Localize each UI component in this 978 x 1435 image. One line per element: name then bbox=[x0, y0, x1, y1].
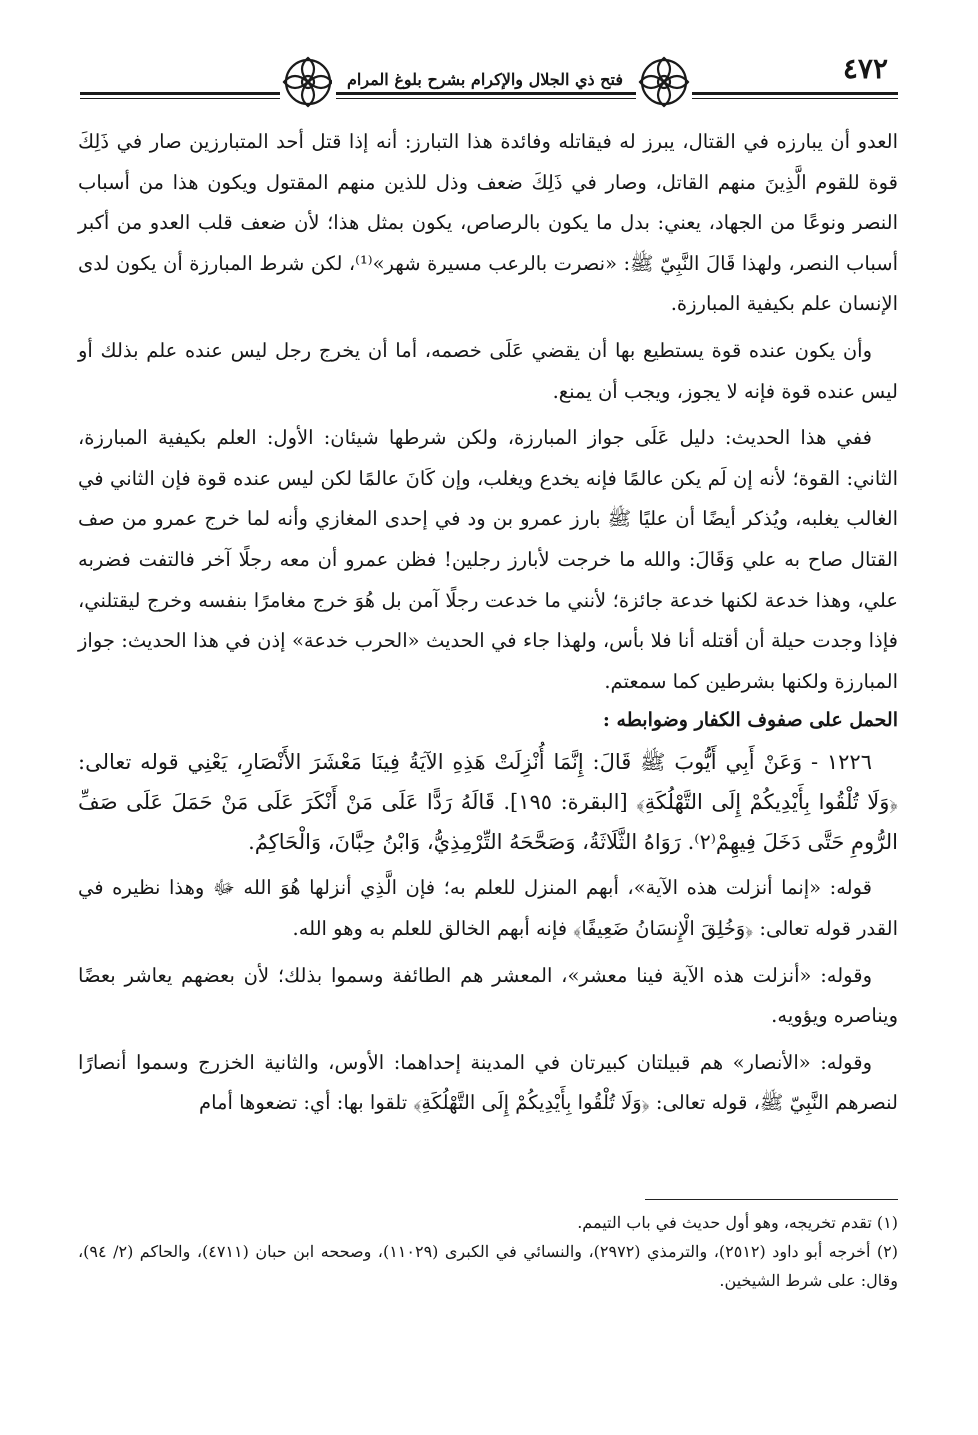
section-heading: الحمل على صفوف الكفار وضوابطه : bbox=[602, 709, 898, 732]
ornament-icon bbox=[280, 54, 336, 110]
paragraph: وقوله: «أنزلت هذه الآية فينا معشر»، المعشر هم الطائفة وسموا بذلك؛ لأن بعضهم يعاشر بعضًا ويناصره ويؤويه. bbox=[78, 963, 898, 1028]
footnotes bbox=[78, 1208, 898, 1295]
page-body bbox=[78, 122, 898, 1124]
hadith-text: ١٢٢٦ - وَعَنْ أَبِي أَيُّوبَ ﷺ قَالَ: إِنَّمَا أُنْزِلَتْ هَذِهِ الآيَةُ فِينَا مَعْشَرَ الأَنْصَارِ، يَعْنِي قوله تعالى: ﴿وَلَا تُلْقُوا بِأَيْدِيكُمْ إِلَى التَّهْلُكَةِ﴾ [البقرة: ١٩٥]. قَالَهُ رَدًّا عَلَى مَنْ أَنْكَرَ عَلَى مَنْ حَمَلَ عَلَى صَفِّ الرُّومِ حَتَّى دَخَلَ فِيهِمْ⁽٢⁾. رَوَاهُ الثَّلَاثَةُ، وَصَحَّحَهُ التِّرْمِذِيُّ، وَابْنُ حِبَّانَ، وَالْحَاكِمُ. bbox=[78, 750, 898, 855]
header-rule-thin bbox=[80, 98, 898, 99]
paragraph: وأن يكون عنده قوة يستطيع بها أن يقضي عَلَى خصمه، أما أن يخرج رجل ليس عنده علم بذلك أو ليس عنده قوة فإنه لا يجوز، ويجب أن يمنع. bbox=[78, 338, 898, 403]
paragraph: وقوله: «الأنصار» هم قبيلتان كبيرتان في المدينة إحداهما: الأوس، والثانية الخزرج وسموا أنصارًا لنصرهم النَّبِيّ ﷺ، قوله تعالى: ﴿وَلَا تُلْقُوا بِأَيْدِيكُمْ إِلَى التَّهْلُكَةِ﴾ تلقوا بها: أي: تضعوها أمام bbox=[78, 1050, 898, 1115]
footnote-separator bbox=[645, 1199, 898, 1200]
page-number: ٤٧٢ bbox=[837, 52, 894, 85]
paragraph: ففي هذا الحديث: دليل عَلَى جواز المبارزة، ولكن شرطها شيئان: الأول: العلم بكيفية المبارزة، الثاني: القوة؛ لأنه إن لَم يكن عالمًا فإنه يخدع ويغلب، وإن كَانَ عالمًا لكن ليس عنده قوة فإن الثاني في الغالب يغلبه، ويُذكر أيضًا أن عليًا ﷺ بارز عمرو بن ود في إحدى المغازي وأنه لما خرج عمرو من صف القتال صاح به علي وَقَالَ: والله ما خرجت لأبارز رجلين! فظن عمرو أن معه رجلًا آخر فالتفت فضربه علي، وهذا خدعة لكنها خدعة جائزة؛ لأنني ما خدعت رجلًا آمن بل هُوَ خرج مغامرًا بنفسه وخرج ليقتلني، فإذا وجدت حيلة أن أقتله أنا فلا بأس، ولهذا جاء في الحديث «الحرب خدعة» إذن في هذا الحديث: جواز المبارزة ولكنها بشرطين كما سمعتم. bbox=[78, 426, 898, 693]
header-rule bbox=[80, 92, 898, 95]
ornament-icon bbox=[636, 54, 692, 110]
running-title: فتح ذي الجلال والإكرام بشرح بلوغ المرام bbox=[332, 70, 638, 89]
paragraph: العدو أن يبارزه في القتال، يبرز له فيقاتله وفائدة هذا التبارز: أنه إذا قتل أحد المتبارزين صار في ذَلِكَ قوة للقوم الَّذِينَ منهم القاتل، وصار في ذَلِكَ ضعف وذل للذين منهم المقتول ويكون هذا من أسباب النصر ونوعًا من الجهاد، يعني: بدل ما يكون بالرصاص، يكون بمثل هذا؛ لأن ضعف قلب العدو من أكبر أسباب النصر، ولهذا قَالَ النَّبِيّ ﷺ: «نصرت بالرعب مسيرة شهر»⁽¹⁾، لكن شرط المبارزة أن يكون لدى الإنسان علم بكيفية المبارزة. bbox=[78, 130, 898, 316]
footnote: (٢) أخرجه أبو داود (٢٥١٢)، والترمذي (٢٩٧٢)، والنسائي في الكبرى (١١٠٢٩)، وصححه ابن حبان (٤٧١١)، والحاكم (٢/ ٩٤)، وقال: على شرط الشيخين. bbox=[78, 1242, 899, 1290]
footnote: (١) تقدم تخريجه، وهو أول حديث في باب التيمم. bbox=[577, 1213, 898, 1232]
page-header bbox=[80, 48, 898, 108]
paragraph: قوله: «إنما أنزلت هذه الآية»، أبهم المنزل للعلم به؛ فإن الَّذِي أنزلها هُوَ الله ﷻ وهذا نظيره في القدر قوله تعالى: ﴿وَخُلِقَ الْإِنسَانُ ضَعِيفًا﴾ فإنه أبهم الخالق للعلم به وهو الله. bbox=[78, 876, 898, 940]
